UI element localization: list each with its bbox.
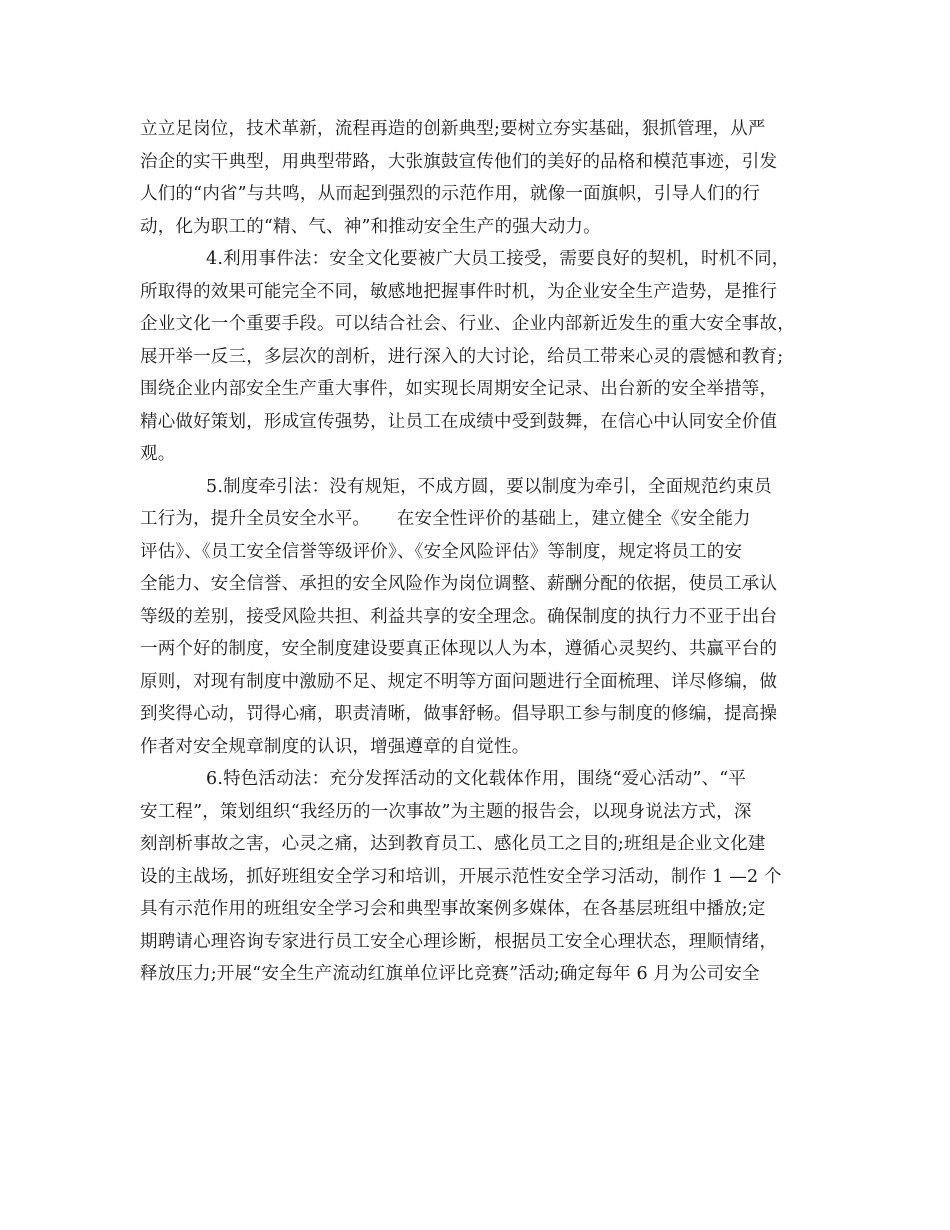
text-line: 原则，对现有制度中激励不足、规定不明等方面问题进行全面梳理、详尽修编，做 [140, 671, 778, 692]
text-line: 围绕企业内部安全生产重大事件，如实现长周期安全记录、出台新的安全举措等， [140, 379, 778, 399]
text-line: 设的主战场，抓好班组安全学习和培训，开展示范性安全学习活动，制作 1 —2 个 [140, 866, 782, 887]
text-line: 展开举一反三，多层次的剖析，进行深入的大讨论，给员工带来心灵的震憾和教育; [140, 346, 784, 367]
section-4-heading-line: 4.利用事件法：安全文化要被广大员工接受，需要良好的契机，时机不同， [206, 249, 790, 269]
text-line: 动，化为职工的“精、气、神”和推动安全生产的强大动力。 [140, 216, 601, 237]
section-6-heading-line: 6.特色活动法：充分发挥活动的文化载体作用，围绕“爱心活动”、“平 [206, 769, 747, 789]
text-line: 一两个好的制度，安全制度建设要真正体现以人为本，遵循心灵契约、共赢平台的 [140, 639, 778, 659]
text-line: 立立足岗位，技术革新，流程再造的创新典型;要树立夯实基础，狠抓管理，从严 [140, 119, 766, 139]
document-body [140, 113, 810, 991]
text-line: 作者对安全规章制度的认识，增强遵章的自觉性。 [140, 736, 530, 757]
text-line: 到奖得心动，罚得心痛，职责清晰，做事舒畅。倡导职工参与制度的修编，提高操 [140, 704, 778, 724]
text-line: 精心做好策划，形成宣传强势，让员工在成绩中受到鼓舞，在信心中认同安全价值 [140, 411, 778, 432]
text-line: 全能力、安全信誉、承担的安全风险作为岗位调整、薪酬分配的依据，使员工承认 [140, 574, 778, 594]
text-line: 人们的“内省”与共鸣，从而起到强烈的示范作用，就像一面旗帜，引导人们的行 [140, 184, 761, 204]
text-line: 工行为，提升全员安全水平。 在安全性评价的基础上，建立健全《安全能力 [140, 509, 751, 529]
text-line: 具有示范作用的班组安全学习会和典型事故案例多媒体，在各基层班组中播放;定 [140, 899, 766, 919]
text-line: 治企的实干典型，用典型带路，大张旗鼓宣传他们的美好的品格和模范事迹，引发 [140, 151, 778, 172]
text-line: 刻剖析事故之害，心灵之痛，达到教育员工、感化员工之目的;班组是企业文化建 [140, 834, 766, 854]
text-line: 观。 [140, 444, 176, 464]
text-line: 期聘请心理咨询专家进行员工安全心理诊断，根据员工安全心理状态，理顺情绪， [140, 931, 778, 952]
section-5-heading-line: 5.制度牵引法：没有规矩，不成方圆，要以制度为牵引，全面规范约束员 [206, 476, 772, 497]
text-line: 所取得的效果可能完全不同，敏感地把握事件时机，为企业安全生产造势，是推行 [140, 281, 778, 302]
text-line: 等级的差别，接受风险共担、利益共享的安全理念。确保制度的执行力不亚于出台 [140, 606, 778, 627]
text-line: 安工程”，策划组织“我经历的一次事故”为主题的报告会，以现身说法方式，深 [140, 801, 752, 822]
text-line: 释放压力;开展“安全生产流动红旗单位评比竞赛”活动;确定每年 6 月为公司安全 [140, 964, 760, 984]
text-line: 评估》、《员工安全信誉等级评价》、《安全风险评估》等制度，规定将员工的安 [140, 541, 743, 562]
text-line: 企业文化一个重要手段。可以结合社会、行业、企业内部新近发生的重大安全事故， [140, 314, 795, 334]
